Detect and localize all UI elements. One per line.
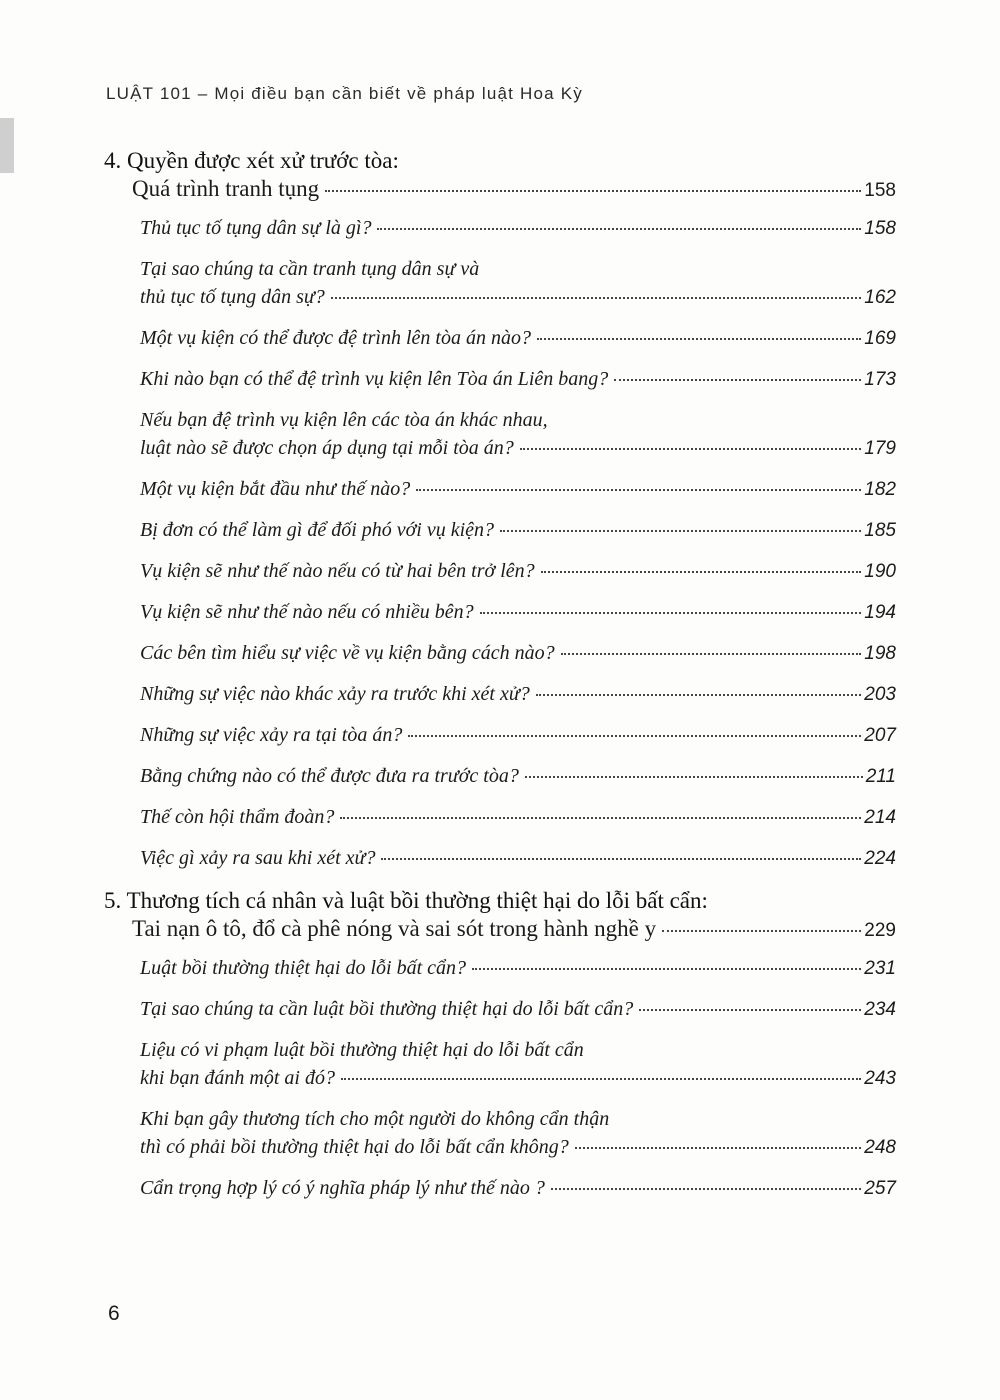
leader-dots xyxy=(331,297,862,299)
toc-entry[interactable] xyxy=(104,214,896,242)
leader-dots xyxy=(500,530,861,532)
chapter-5-entries xyxy=(104,954,896,1202)
toc-entry[interactable] xyxy=(104,475,896,503)
leader-dots xyxy=(381,858,861,860)
leader-dots xyxy=(525,776,863,778)
toc-entry-title: Những sự việc nào khác xảy ra trước khi xét xử? xyxy=(140,683,530,705)
toc-entry-title: Bằng chứng nào có thể được đưa ra trước tòa? xyxy=(140,765,519,787)
leader-dots xyxy=(520,448,862,450)
toc-entry-title-line1: Khi bạn gây thương tích cho một người do không cẩn thận xyxy=(140,1108,610,1130)
toc-entry-page: 173 xyxy=(864,369,896,390)
leader-dots xyxy=(472,968,861,970)
toc-entry-title: thủ tục tố tụng dân sự? xyxy=(140,286,325,308)
toc-entry-title: Vụ kiện sẽ như thế nào nếu có nhiều bên? xyxy=(140,601,474,623)
toc-entry-title: Vụ kiện sẽ như thế nào nếu có từ hai bên trở lên? xyxy=(140,560,535,582)
toc-entry[interactable] xyxy=(104,365,896,393)
toc-entry[interactable] xyxy=(104,844,896,872)
chapter-5-title-line2: Tai nạn ô tô, đổ cà phê nóng và sai sót trong hành nghề y xyxy=(132,916,657,941)
toc-entry-page: 198 xyxy=(864,643,896,664)
toc-entry-title: Luật bồi thường thiệt hại do lỗi bất cẩn? xyxy=(140,957,467,979)
toc-entry-title-line1: Nếu bạn đệ trình vụ kiện lên các tòa án khác nhau, xyxy=(140,409,548,431)
toc-entry[interactable] xyxy=(104,598,896,626)
toc-entry-title: Những sự việc xảy ra tại tòa án? xyxy=(140,724,403,746)
toc-entry-page: 234 xyxy=(864,999,896,1020)
toc-entry[interactable] xyxy=(104,639,896,667)
toc-entry-title: Các bên tìm hiểu sự việc về vụ kiện bằng cách nào? xyxy=(140,642,555,664)
toc-entry[interactable] xyxy=(104,680,896,708)
page-edge-shadow xyxy=(0,118,14,173)
chapter-4-number: 4. xyxy=(104,148,122,173)
toc-entry-title: Một vụ kiện có thể được đệ trình lên tòa án nào? xyxy=(140,327,531,349)
leader-dots xyxy=(561,653,862,655)
toc-entry[interactable] xyxy=(104,255,896,311)
toc-entry-page: 231 xyxy=(864,958,896,979)
toc-entry-title: khi bạn đánh một ai đó? xyxy=(140,1067,335,1089)
toc-entry[interactable] xyxy=(104,406,896,462)
toc-entry-title-line1: Tại sao chúng ta cần tranh tụng dân sự và xyxy=(140,258,480,280)
toc-entry-title: Một vụ kiện bắt đầu như thế nào? xyxy=(140,478,411,500)
chapter-5-entry[interactable] xyxy=(104,885,896,942)
leader-dots xyxy=(537,338,861,340)
toc-entry-title: Thủ tục tố tụng dân sự là gì? xyxy=(140,217,372,239)
toc-entry-page: 243 xyxy=(864,1068,896,1089)
leader-dots xyxy=(408,735,861,737)
toc-entry-page: 211 xyxy=(865,766,896,787)
toc-entry-title: Cẩn trọng hợp lý có ý nghĩa pháp lý như thế nào ? xyxy=(140,1177,545,1199)
leader-dots xyxy=(662,930,861,932)
toc-entry-page: 248 xyxy=(864,1137,896,1158)
toc-entry[interactable] xyxy=(104,516,896,544)
toc-entry[interactable] xyxy=(104,995,896,1023)
leader-dots xyxy=(340,817,861,819)
toc-entry[interactable] xyxy=(104,1036,896,1092)
leader-dots xyxy=(536,694,862,696)
toc-entry-page: 214 xyxy=(864,807,896,828)
toc-entry-page: 207 xyxy=(864,725,896,746)
toc-entry-title: luật nào sẽ được chọn áp dụng tại mỗi tòa án? xyxy=(140,437,514,459)
toc-entry-page: 182 xyxy=(864,479,896,500)
chapter-4-title-line1: Quyền được xét xử trước tòa: xyxy=(127,148,399,173)
chapter-5-number: 5. xyxy=(104,888,122,913)
toc-entry-page: 162 xyxy=(864,287,896,308)
leader-dots xyxy=(541,571,862,573)
page-number: 6 xyxy=(108,1302,120,1325)
toc-entry-page: 257 xyxy=(864,1178,896,1199)
toc-entry[interactable] xyxy=(104,557,896,585)
leader-dots xyxy=(416,489,861,491)
chapter-5-title xyxy=(104,885,896,916)
chapter-4-title-line2: Quá trình tranh tụng xyxy=(132,176,320,201)
toc-entry-page: 224 xyxy=(864,848,896,869)
toc-entry-page: 179 xyxy=(864,438,896,459)
toc-entry-title: Việc gì xảy ra sau khi xét xử? xyxy=(140,847,376,869)
leader-dots xyxy=(575,1147,862,1149)
toc-entry[interactable] xyxy=(104,1105,896,1161)
leader-dots xyxy=(325,190,861,192)
toc-entry-page: 194 xyxy=(864,602,896,623)
table-of-contents xyxy=(104,145,896,1215)
leader-dots xyxy=(480,612,862,614)
chapter-4-title xyxy=(104,145,896,176)
running-header: LUẬT 101 – Mọi điều bạn cần biết về pháp luật Hoa Kỳ xyxy=(106,84,583,103)
toc-entry[interactable] xyxy=(104,954,896,982)
chapter-4-entry[interactable] xyxy=(104,176,896,202)
leader-dots xyxy=(639,1009,861,1011)
chapter-5-page: 229 xyxy=(864,920,896,941)
toc-entry-page: 158 xyxy=(864,218,896,239)
toc-entry[interactable] xyxy=(104,324,896,352)
toc-entry[interactable] xyxy=(104,721,896,749)
chapter-5-title-line1: Thương tích cá nhân và luật bồi thường thiệt hại do lỗi bất cẩn: xyxy=(126,888,708,913)
toc-entry-title: Bị đơn có thể làm gì để đối phó với vụ kiện? xyxy=(140,519,495,541)
toc-entry-page: 185 xyxy=(864,520,896,541)
chapter-4-entries xyxy=(104,214,896,872)
toc-entry-page: 203 xyxy=(864,684,896,705)
leader-dots xyxy=(614,379,861,381)
toc-entry-title: Khi nào bạn có thể đệ trình vụ kiện lên Tòa án Liên bang? xyxy=(140,368,609,390)
leader-dots xyxy=(377,228,861,230)
leader-dots xyxy=(551,1188,861,1190)
toc-entry[interactable] xyxy=(104,762,896,790)
toc-entry-title: thì có phải bồi thường thiệt hại do lỗi bất cẩn không? xyxy=(140,1136,569,1158)
toc-entry-page: 190 xyxy=(864,561,896,582)
chapter-4-page: 158 xyxy=(864,180,896,201)
leader-dots xyxy=(341,1078,861,1080)
toc-entry-title: Tại sao chúng ta cần luật bồi thường thiệt hại do lỗi bất cẩn? xyxy=(140,998,634,1020)
toc-entry[interactable] xyxy=(104,1174,896,1202)
toc-entry-title-line1: Liệu có vi phạm luật bồi thường thiệt hại do lỗi bất cẩn xyxy=(140,1039,584,1061)
toc-entry-page: 169 xyxy=(864,328,896,349)
toc-entry-title: Thế còn hội thẩm đoàn? xyxy=(140,806,335,828)
toc-entry[interactable] xyxy=(104,803,896,831)
